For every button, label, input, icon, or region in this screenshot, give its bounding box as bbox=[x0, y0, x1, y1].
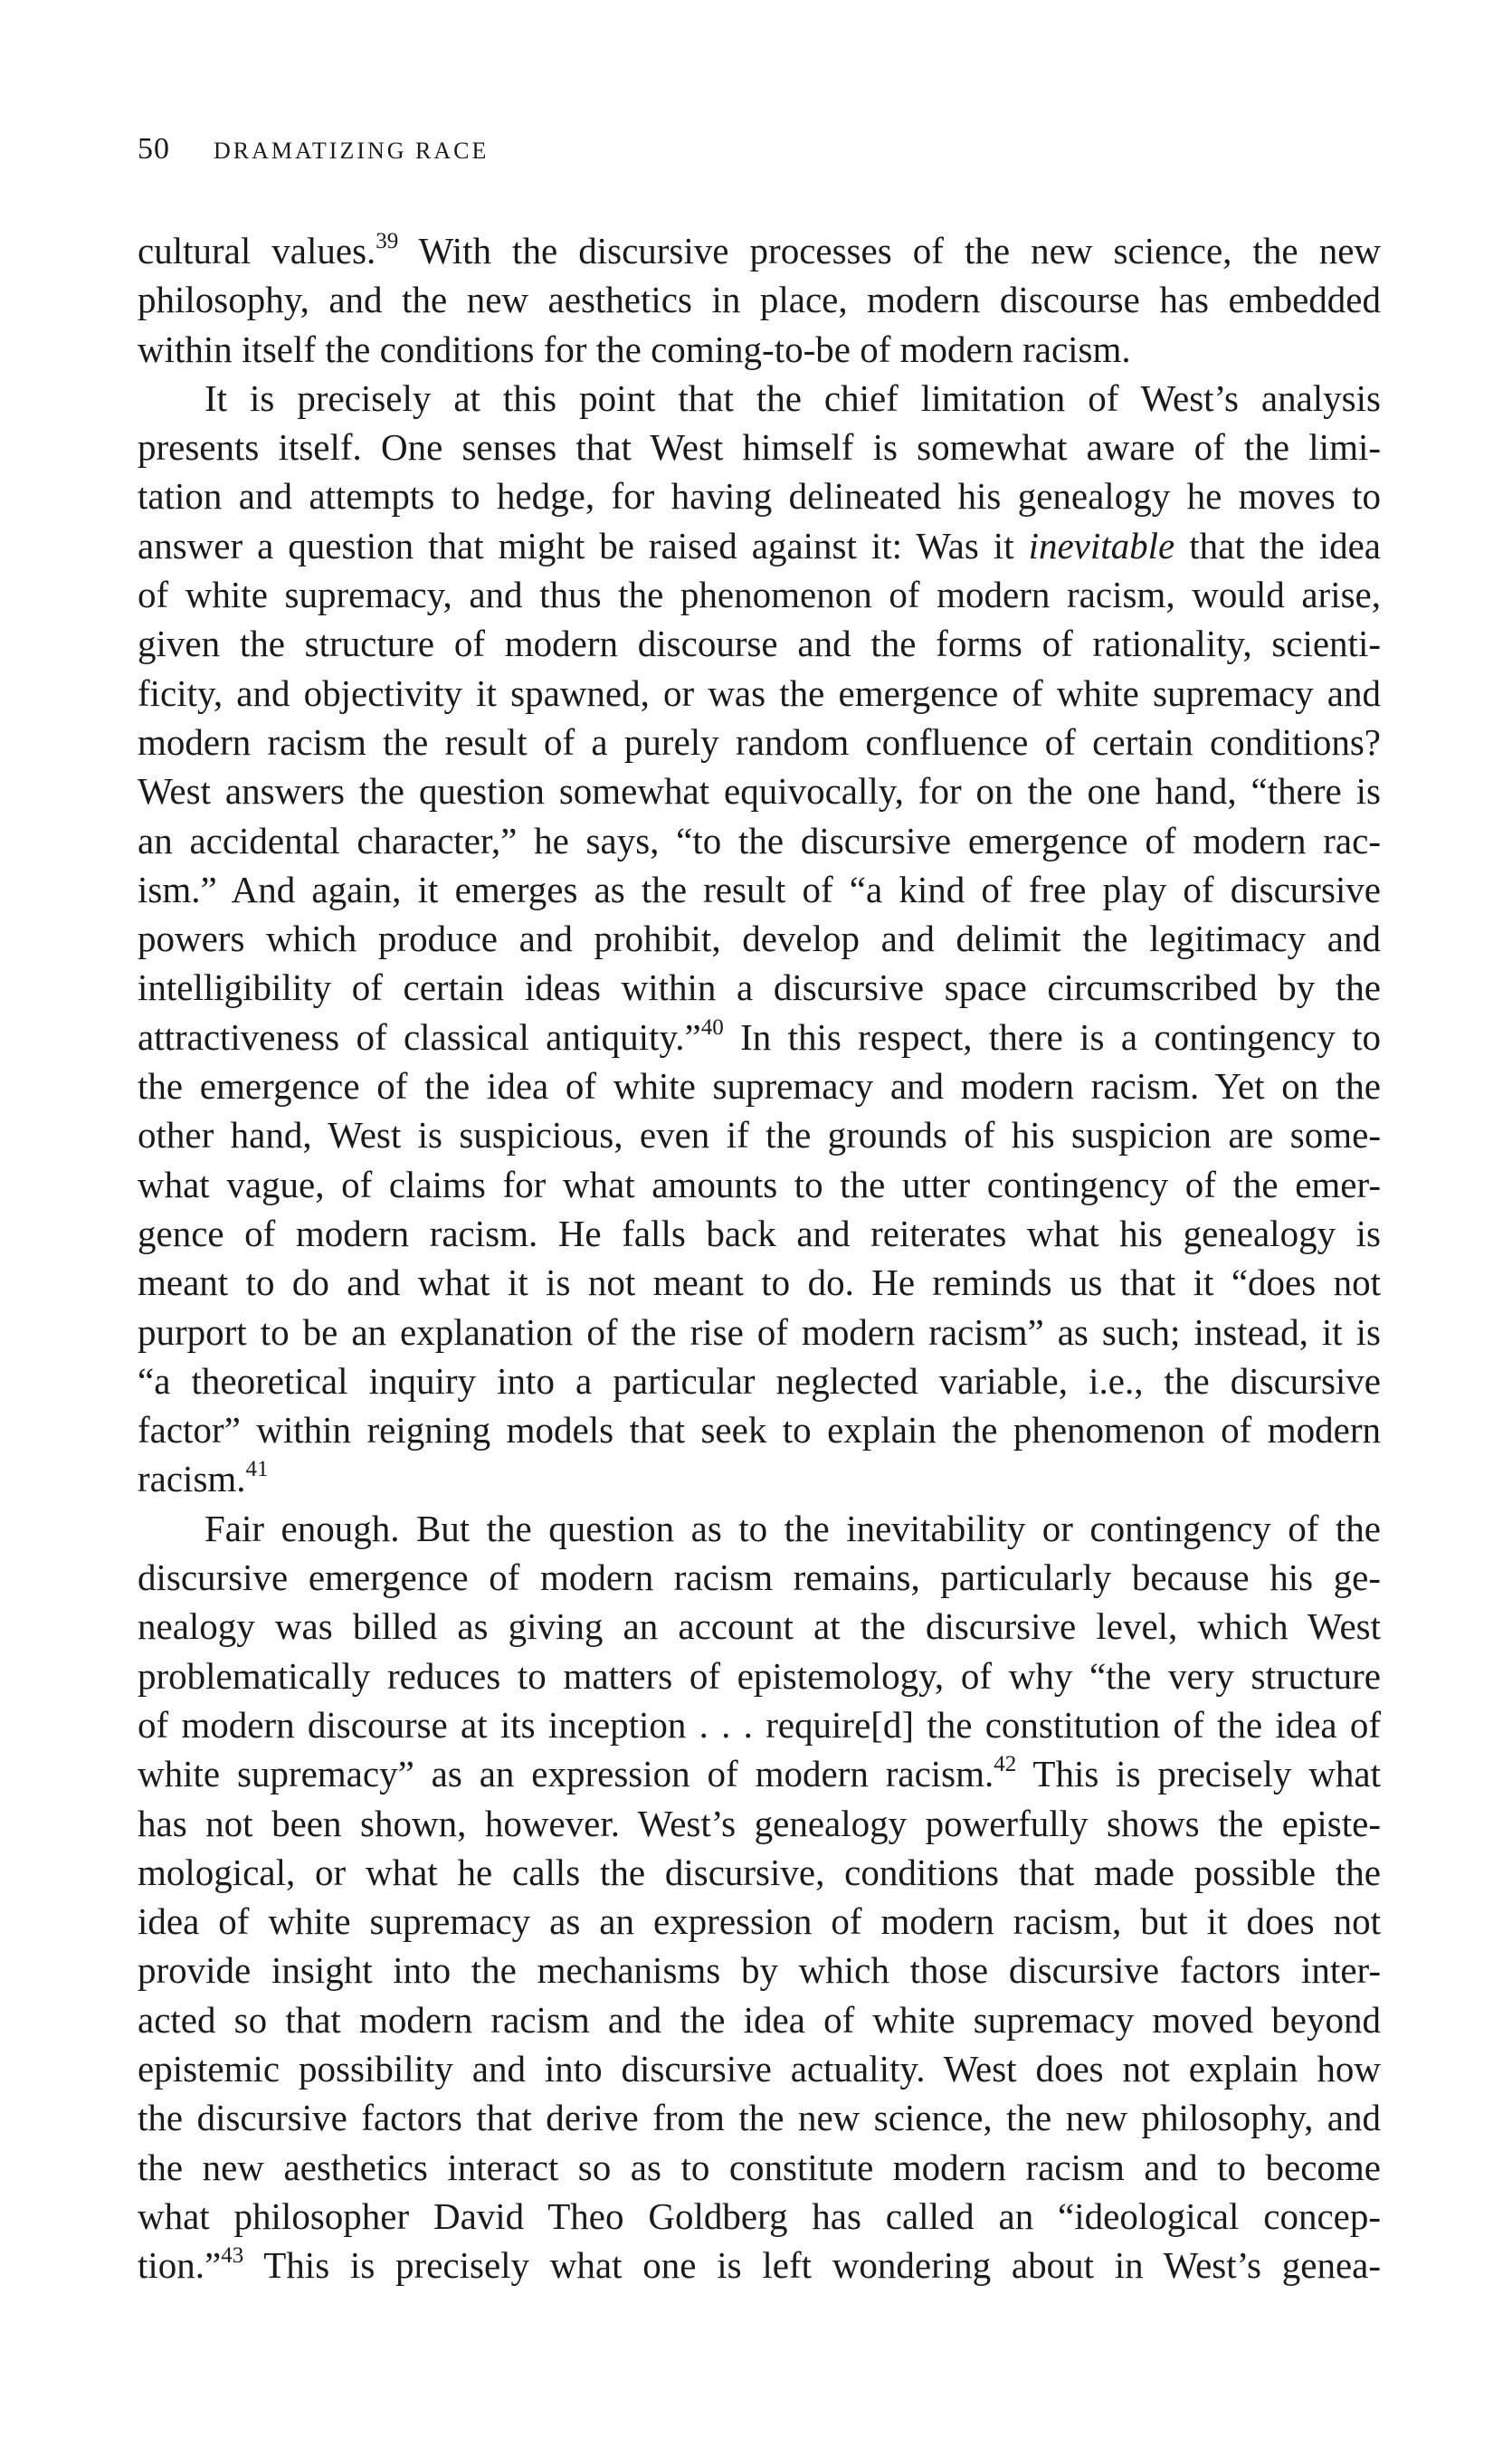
text-segment: the emergence of the idea of white supremacy and modern racism. Yet on the bbox=[138, 1065, 1381, 1108]
running-head-title: DRAMATIZING RACE bbox=[214, 138, 490, 164]
text-segment: epistemic possibility and into discursive actuality. West does not explain how bbox=[138, 2047, 1381, 2090]
footnote-ref: 39 bbox=[376, 229, 399, 253]
text-segment: the new aesthetics interact so as to constitute modern racism and to become bbox=[138, 2146, 1381, 2188]
text-line bbox=[138, 1308, 1381, 1357]
text-segment: racism. bbox=[138, 1458, 246, 1500]
text-line bbox=[138, 669, 1381, 718]
text-segment: It is precisely at this point that the chief limitation of West’s analysis bbox=[204, 376, 1381, 419]
footnote-ref: 43 bbox=[221, 2243, 244, 2269]
text-line bbox=[138, 325, 1381, 374]
running-head bbox=[138, 134, 489, 165]
text-line bbox=[138, 963, 1381, 1012]
text-line bbox=[138, 226, 1381, 275]
text-line bbox=[138, 2143, 1381, 2192]
text-line bbox=[138, 471, 1381, 520]
text-line bbox=[138, 1357, 1381, 1405]
text-segment: within itself the conditions for the coming-to-be of modern racism. bbox=[138, 328, 1131, 370]
text-segment: acted so that modern racism and the idea of white supremacy moved beyond bbox=[138, 1998, 1381, 2041]
text-line bbox=[138, 423, 1381, 471]
text-line bbox=[138, 865, 1381, 914]
text-line bbox=[138, 374, 1381, 423]
text-line bbox=[138, 1995, 1381, 2044]
text-line bbox=[138, 718, 1381, 766]
text-segment: This is precisely what one is left wondering about in West’s genea- bbox=[243, 2244, 1381, 2287]
text-segment: cultural values. bbox=[138, 230, 376, 271]
text-line bbox=[138, 1700, 1381, 1749]
text-segment: idea of white supremacy as an expression of modern racism, but it does not bbox=[138, 1900, 1381, 1943]
text-segment: problematically reduces to matters of epistemology, of why “the very structure bbox=[138, 1654, 1381, 1697]
text-segment: This is precisely what bbox=[1016, 1753, 1381, 1795]
text-line bbox=[138, 1749, 1381, 1798]
text-line bbox=[138, 2192, 1381, 2241]
text-segment: modern racism the result of a purely random confluence of certain conditions? bbox=[138, 720, 1381, 763]
text-line bbox=[138, 521, 1381, 570]
text-segment: ism.” And again, it emerges as the result of “a kind of free play of discursive bbox=[138, 868, 1381, 910]
text-line bbox=[138, 1405, 1381, 1454]
text-segment: of modern discourse at its inception . . . require[d] the constitution of the idea of bbox=[138, 1703, 1381, 1746]
text-segment: factor” within reigning models that seek to explain the phenomenon of modern bbox=[138, 1409, 1381, 1452]
text-segment: nealogy was billed as giving an account at the discursive level, which West bbox=[138, 1605, 1381, 1648]
footnote-ref: 40 bbox=[700, 1014, 724, 1040]
text-line bbox=[138, 1013, 1381, 1061]
text-line bbox=[138, 1799, 1381, 1848]
text-segment: discursive emergence of modern racism remains, particularly because his ge- bbox=[138, 1556, 1381, 1599]
text-segment: Fair enough. But the question as to the inevitability or contingency of the bbox=[204, 1507, 1381, 1549]
text-segment: other hand, West is suspicious, even if the grounds of his suspicion are some- bbox=[138, 1114, 1381, 1157]
text-segment: philosophy, and the new aesthetics in place, modern discourse has embedded bbox=[138, 279, 1381, 321]
text-line bbox=[138, 1061, 1381, 1110]
text-segment: “a theoretical inquiry into a particular neglected variable, i.e., the discursive bbox=[138, 1359, 1381, 1402]
text-line bbox=[138, 1553, 1381, 1602]
text-segment: white supremacy” as an expression of modern racism. bbox=[138, 1753, 994, 1795]
text-segment: answer a question that might be raised against it: Was it bbox=[138, 524, 1029, 566]
text-segment: mological, or what he calls the discursive, conditions that made possible the bbox=[138, 1851, 1381, 1893]
text-segment: With the discursive processes of the new science, the new bbox=[398, 230, 1381, 271]
text-segment: meant to do and what it is not meant to do. He reminds us that it “does not bbox=[138, 1261, 1381, 1304]
text-line bbox=[138, 1504, 1381, 1553]
text-line bbox=[138, 914, 1381, 963]
text-segment: purport to be an explanation of the rise of modern racism” as such; instead, it is bbox=[138, 1310, 1381, 1353]
page-number: 50 bbox=[138, 132, 170, 166]
text-line bbox=[138, 1946, 1381, 1994]
text-line bbox=[138, 275, 1381, 324]
text-line bbox=[138, 1652, 1381, 1700]
text-segment: the discursive factors that derive from the new science, the new philosophy, and bbox=[138, 2097, 1381, 2139]
text-line bbox=[138, 1258, 1381, 1307]
text-segment: West answers the question somewhat equivocally, for on the one hand, “there is bbox=[138, 770, 1381, 813]
text-line bbox=[138, 1454, 1381, 1503]
text-segment: what vague, of claims for what amounts to the utter contingency of the emer- bbox=[138, 1163, 1381, 1205]
text-segment: In this respect, there is a contingency to bbox=[723, 1015, 1381, 1058]
text-segment: what philosopher David Theo Goldberg has called an “ideological concep- bbox=[138, 2194, 1381, 2237]
text-segment: tion.” bbox=[138, 2244, 222, 2287]
text-segment: powers which produce and prohibit, develop and delimit the legitimacy and bbox=[138, 918, 1381, 960]
text-segment: intelligibility of certain ideas within a discursive space circumscribed by the bbox=[138, 966, 1381, 1009]
text-line bbox=[138, 1160, 1381, 1209]
text-segment: has not been shown, however. West’s genealogy powerfully shows the episte- bbox=[138, 1802, 1381, 1844]
text-segment: tation and attempts to hedge, for having delineated his genealogy he moves to bbox=[138, 475, 1381, 518]
footnote-ref: 41 bbox=[245, 1457, 269, 1482]
text-line bbox=[138, 1602, 1381, 1651]
text-line bbox=[138, 816, 1381, 865]
text-segment: provide insight into the mechanisms by which those discursive factors inter- bbox=[138, 1949, 1381, 1992]
text-segment: ficity, and objectivity it spawned, or was the emergence of white supremacy and bbox=[138, 671, 1381, 714]
text-line bbox=[138, 2241, 1381, 2289]
text-segment: that the idea bbox=[1174, 524, 1381, 566]
emphasis-text: inevitable bbox=[1028, 524, 1175, 566]
text-line bbox=[138, 766, 1381, 815]
text-segment: given the structure of modern discourse and the forms of rationality, scienti- bbox=[138, 623, 1381, 665]
text-line bbox=[138, 1848, 1381, 1897]
text-line bbox=[138, 2093, 1381, 2142]
text-segment: attractiveness of classical antiquity.” bbox=[138, 1015, 701, 1058]
text-line bbox=[138, 570, 1381, 619]
text-segment: presents itself. One senses that West himself is somewhat aware of the limi- bbox=[138, 426, 1381, 469]
text-line bbox=[138, 1897, 1381, 1946]
text-segment: of white supremacy, and thus the phenomenon of modern racism, would arise, bbox=[138, 574, 1381, 616]
footnote-ref: 42 bbox=[994, 1752, 1017, 1777]
text-segment: an accidental character,” he says, “to the discursive emergence of modern rac- bbox=[138, 819, 1381, 862]
text-line bbox=[138, 619, 1381, 668]
body-text bbox=[138, 226, 1381, 2289]
text-segment: gence of modern racism. He falls back and reiterates what his genealogy is bbox=[138, 1212, 1381, 1254]
text-line bbox=[138, 1110, 1381, 1159]
text-line bbox=[138, 1209, 1381, 1258]
text-line bbox=[138, 2044, 1381, 2093]
